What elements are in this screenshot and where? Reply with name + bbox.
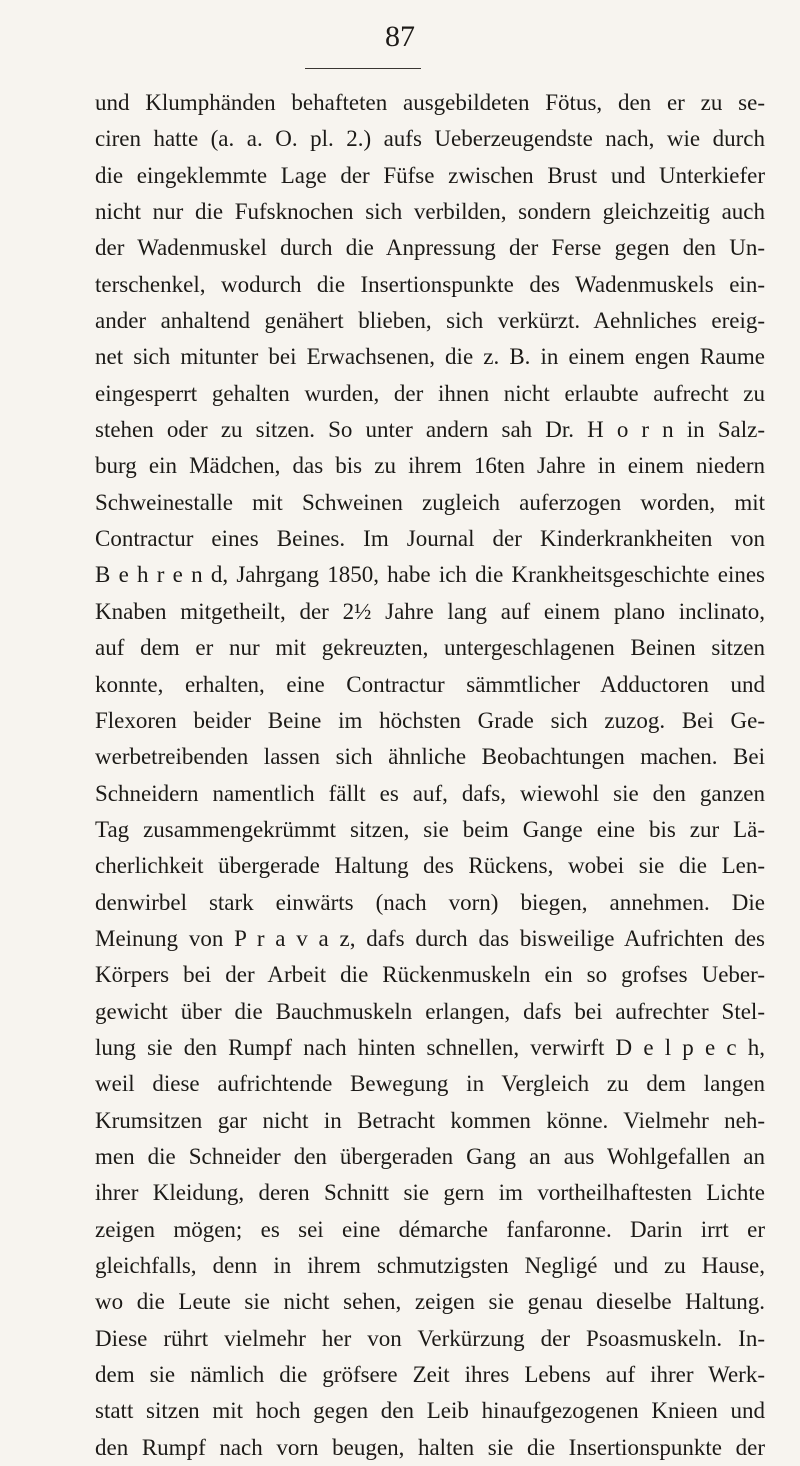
text-line: burg ein Mädchen, das bis zu ihrem 16ten Jahre in einem niedern [95,453,765,479]
text-line: ciren hatte (a. a. O. pl. 2.) aufs Ueberzeugendste nach, wie durch [95,126,765,152]
body-text [95,85,765,1466]
text-line: und Klumphänden behafteten ausgebildeten Fötus, den er zu se- [95,90,765,115]
text-line: ihrer Kleidung, deren Schnitt sie gern im vortheilhaftesten Lichte [95,1180,765,1206]
text-line: gleichfalls, denn in ihrem schmutzigsten Negligé und zu Hause, [95,1253,765,1278]
text-line: dem sie nämlich die gröfsere Zeit ihres Lebens auf ihrer Werk- [95,1362,765,1388]
text-line: lung sie den Rumpf nach hinten schnellen, verwirft D e l p e c h, [95,1034,765,1060]
text-line: ander anhaltend genähert blieben, sich verkürzt. Aehnliches ereig- [95,308,765,334]
text-line: stehen oder zu sitzen. So unter andern sah Dr. H o r n in Salz- [95,417,765,443]
text-line: Flexoren beider Beine im höchsten Grade sich zuzog. Bei Ge- [95,707,765,733]
text-line: Meinung von P r a v a z, dafs durch das bisweilige Aufrichten des [95,925,765,951]
text-line: Schneidern namentlich fällt es auf, dafs, wiewohl sie den ganzen [95,780,765,806]
text-line: der Wadenmuskel durch die Anpressung der Ferse gegen den Un- [95,235,765,261]
text-line: B e h r e n d, Jahrgang 1850, habe ich die Krankheitsgeschichte eines [95,562,765,588]
text-line: konnte, erhalten, eine Contractur sämmtlicher Adductoren und [95,671,765,697]
text-line: auf dem er nur mit gekreuzten, untergeschlagenen Beinen sitzen [95,635,765,661]
text-line: nicht nur die Fufsknochen sich verbilden, sondern gleichzeitig auch [95,199,765,225]
text-line: Tag zusammengekrümmt sitzen, sie beim Gange eine bis zur Lä- [95,816,765,842]
text-line: men die Schneider den übergeraden Gang an aus Wohlgefallen an [95,1143,765,1169]
text-line: den Rumpf nach vorn beugen, halten sie die Insertionspunkte der [95,1434,765,1460]
text-line: Diese rührt vielmehr her von Verkürzung der Psoasmuskeln. In- [95,1325,765,1351]
text-line: net sich mitunter bei Erwachsenen, die z. B. in einem engen Raume [95,344,765,370]
text-line: zeigen mögen; es sei eine démarche fanfaronne. Darin irrt er [95,1216,765,1242]
text-line: Contractur eines Beines. Im Journal der Kinderkrankheiten von [95,526,765,552]
text-line: Schweinestalle mit Schweinen zugleich auferzogen worden, mit [95,489,765,515]
text-line: cherlichkeit übergerade Haltung des Rückens, wobei sie die Len- [95,853,765,879]
text-line: statt sitzen mit hoch gegen den Leib hinaufgezogenen Knieen und [95,1398,765,1424]
text-line: Knaben mitgetheilt, der 2½ Jahre lang auf einem plano inclinato, [95,598,765,624]
text-line: wo die Leute sie nicht sehen, zeigen sie genau dieselbe Haltung. [95,1289,765,1315]
text-line: denwirbel stark einwärts (nach vorn) biegen, annehmen. Die [95,889,765,915]
header-rule [305,68,421,69]
text-line: werbetreibenden lassen sich ähnliche Beobachtungen machen. Bei [95,744,765,770]
text-line: gewicht über die Bauchmuskeln erlangen, dafs bei aufrechter Stel- [95,998,765,1024]
text-line: weil diese aufrichtende Bewegung in Vergleich zu dem langen [95,1071,765,1097]
text-line: eingesperrt gehalten wurden, der ihnen nicht erlaubte aufrecht zu [95,380,765,406]
text-line: Krumsitzen gar nicht in Betracht kommen könne. Vielmehr neh- [95,1107,765,1133]
text-line: terschenkel, wodurch die Insertionspunkte des Wadenmuskels ein- [95,271,765,297]
text-line: die eingeklemmte Lage der Füfse zwischen Brust und Unterkiefer [95,162,765,188]
text-line: Körpers bei der Arbeit die Rückenmuskeln ein so grofses Ueber- [95,962,765,988]
page-number: 87 [385,20,415,53]
